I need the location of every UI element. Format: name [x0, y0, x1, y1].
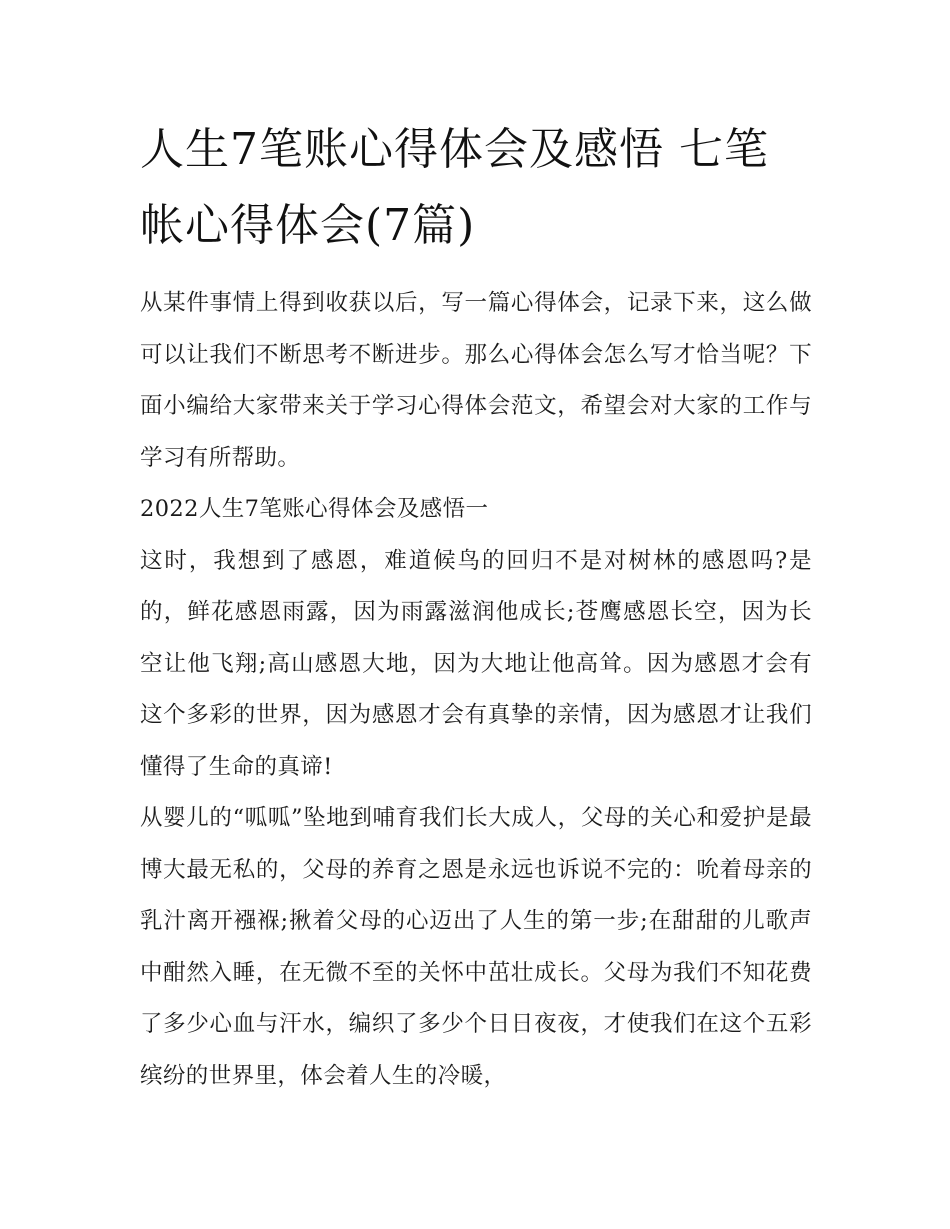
document-title: 人生7笔账心得体会及感悟 七笔帐心得体会(7篇): [140, 124, 769, 251]
document-body: [140, 112, 812, 1102]
body-paragraph-2: 从婴儿的“呱呱”坠地到哺育我们长大成人，父母的关心和爱护是最博大最无私的，父母的养育之恩是永远也诉说不完的：吮着母亲的乳汁离开襁褓;揪着父母的心迈出了人生的第一步;在甜甜的儿歌声中酣然入睡，在无微不至的关怀中茁壮成长。父母为我们不知花费了多少心血与汗水，编织了多少个日日夜夜，才使我们在这个五彩缤纷的世界里，体会着人生的冷暖，: [140, 805, 812, 1089]
intro-paragraph: 从某件事情上得到收获以后，写一篇心得体会，记录下来，这么做可以让我们不断思考不断进步。那么心得体会怎么写才恰当呢？下面小编给大家带来关于学习心得体会范文，希望会对大家的工作与学习有所帮助。: [140, 290, 812, 471]
section-heading: 2022人生7笔账心得体会及感悟一: [140, 496, 489, 522]
body-paragraph-1: 这时，我想到了感恩，难道候鸟的回归不是对树林的感恩吗?是的，鲜花感恩雨露，因为雨露滋润他成长;苍鹰感恩长空，因为长空让他飞翔;高山感恩大地，因为大地让他高耸。因为感恩才会有这个多彩的世界，因为感恩才会有真挚的亲情，因为感恩才让我们懂得了生命的真谛!: [140, 547, 812, 780]
